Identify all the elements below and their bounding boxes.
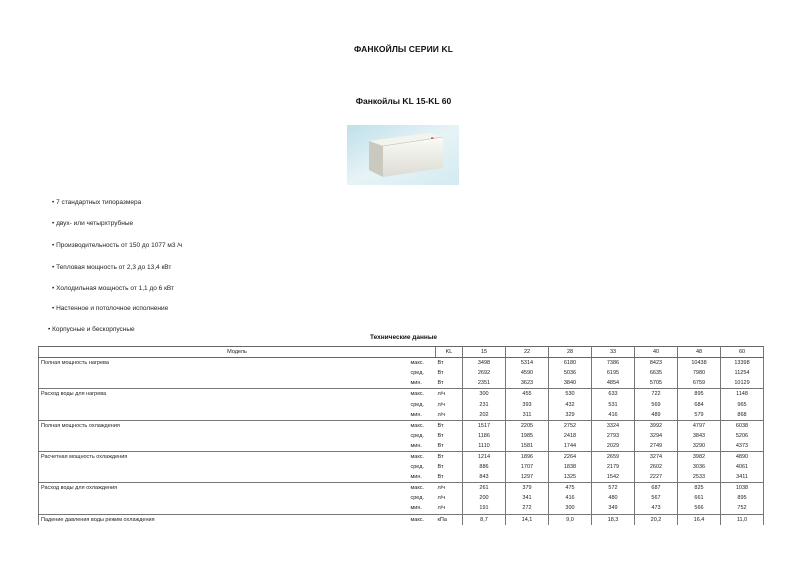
table-row [39,451,764,462]
parameter-name [39,503,409,514]
value-cell: 895 [678,389,721,400]
parameter-name [39,493,409,503]
value-cell: 2351 [463,378,506,389]
table-row [39,410,764,421]
value-cell: 569 [635,399,678,409]
feature-item: • Настенное и потолочное исполнение [52,305,169,312]
value-cell: 329 [549,410,592,421]
section-subtitle: Фанкойлы KL 15-KL 60 [355,96,452,106]
value-cell: 1325 [549,472,592,483]
value-cell: 2793 [592,431,635,441]
model-column-header: 60 [721,347,764,358]
value-cell: 2602 [635,462,678,472]
parameter-name [39,410,409,421]
value-cell: 7386 [592,358,635,369]
value-cell: 13398 [721,358,764,369]
value-cell: 1707 [506,462,549,472]
parameter-name [39,399,409,409]
feature-item: • двух- или четырхтрубные [52,220,134,227]
model-header: Модель [39,347,436,358]
page-title: ФАНКОЙЛЫ СЕРИИ KL [354,44,453,54]
value-cell: 2659 [592,451,635,462]
table-row [39,503,764,514]
value-cell: 3498 [463,358,506,369]
model-column-header: 33 [592,347,635,358]
value-cell: 393 [506,399,549,409]
value-cell: 1038 [721,483,764,494]
parameter-name [39,441,409,452]
value-cell: 5705 [635,378,678,389]
value-cell: 661 [678,493,721,503]
unit-label: Вт [436,451,463,462]
value-cell: 3324 [592,420,635,431]
parameter-name [39,472,409,483]
value-cell: 5314 [506,358,549,369]
value-cell: 1838 [549,462,592,472]
value-cell: 3274 [635,451,678,462]
value-cell: 4854 [592,378,635,389]
value-cell: 432 [549,399,592,409]
table-row [39,399,764,409]
value-cell: 2749 [635,441,678,452]
level-label: мин. [410,505,422,512]
value-cell: 6635 [635,368,678,378]
model-column-header: 48 [678,347,721,358]
parameter-name [39,431,409,441]
parameter-name [39,462,409,472]
level-label: макс. [409,358,436,369]
value-cell: 231 [463,399,506,409]
value-cell: 3982 [678,451,721,462]
value-cell: 1517 [463,420,506,431]
value-cell: 1148 [721,389,764,400]
level-label: макс. [409,389,436,400]
value-cell: 16,4 [678,514,721,525]
value-cell: 7980 [678,368,721,378]
value-cell: 202 [463,410,506,421]
value-cell: 4590 [506,368,549,378]
value-cell: 2752 [549,420,592,431]
value-cell: 5036 [549,368,592,378]
value-cell: 752 [721,503,764,514]
value-cell: 379 [506,483,549,494]
level-label: макс. [409,451,436,462]
value-cell: 531 [592,399,635,409]
value-cell: 14,1 [506,514,549,525]
unit-label: кПа [436,514,463,525]
value-cell: 684 [678,399,721,409]
value-cell: 567 [635,493,678,503]
unit-label: л/ч [436,493,463,503]
value-cell: 965 [721,399,764,409]
value-cell: 1581 [506,441,549,452]
value-cell: 11254 [721,368,764,378]
value-cell: 5206 [721,431,764,441]
parameter-name: Расход воды для нагрева [39,389,409,400]
unit-label: Вт [436,462,463,472]
level-label: сред. [410,432,424,439]
unit-label: Вт [436,368,463,378]
value-cell: 572 [592,483,635,494]
value-cell: 200 [463,493,506,503]
value-cell: 261 [463,483,506,494]
table-row [39,493,764,503]
table-row [39,462,764,472]
value-cell: 10438 [678,358,721,369]
value-cell: 473 [635,503,678,514]
value-cell: 191 [463,503,506,514]
value-cell: 687 [635,483,678,494]
value-cell: 480 [592,493,635,503]
unit-label: л/ч [436,389,463,400]
unit-label: Вт [436,420,463,431]
table-row [39,431,764,441]
value-cell: 2264 [549,451,592,462]
value-cell: 2227 [635,472,678,483]
parameter-name: Полная мощность нагрева [39,358,409,369]
value-cell: 300 [463,389,506,400]
value-cell: 3843 [678,431,721,441]
feature-item: • Холодильная мощность от 1,1 до 6 кВт [52,285,175,292]
unit-label: Вт [436,358,463,369]
value-cell: 6195 [592,368,635,378]
feature-item: • 7 стандартных типоразмера [52,199,142,206]
value-cell: 1297 [506,472,549,483]
parameter-name [39,378,409,389]
kl-header: KL [436,347,463,358]
value-cell: 489 [635,410,678,421]
table-row [39,514,764,525]
value-cell: 3840 [549,378,592,389]
model-column-header: 22 [506,347,549,358]
value-cell: 416 [549,493,592,503]
value-cell: 4061 [721,462,764,472]
level-label: сред. [410,464,424,471]
level-label: мин. [410,380,422,387]
value-cell: 10129 [721,378,764,389]
value-cell: 825 [678,483,721,494]
table-row [39,368,764,378]
value-cell: 9,0 [549,514,592,525]
value-cell: 20,2 [635,514,678,525]
value-cell: 1744 [549,441,592,452]
level-label: сред. [410,401,424,408]
value-cell: 1214 [463,451,506,462]
model-column-header: 40 [635,347,678,358]
value-cell: 1896 [506,451,549,462]
value-cell: 2418 [549,431,592,441]
model-column-header: 15 [463,347,506,358]
parameter-name: Падение давления воды режим охлаждения [39,514,409,525]
value-cell: 843 [463,472,506,483]
value-cell: 2205 [506,420,549,431]
model-column-header: 28 [549,347,592,358]
value-cell: 3036 [678,462,721,472]
parameter-name: Расход воды для охлаждения [39,483,409,494]
table-header-row [39,347,764,358]
value-cell: 579 [678,410,721,421]
value-cell: 311 [506,410,549,421]
level-label: мин. [410,474,422,481]
value-cell: 2533 [678,472,721,483]
unit-label: л/ч [436,483,463,494]
table-row [39,472,764,483]
parameter-name: Полная мощность охлаждения [39,420,409,431]
unit-label: Вт [436,472,463,483]
value-cell: 1186 [463,431,506,441]
value-cell: 3294 [635,431,678,441]
level-label: сред. [410,370,424,377]
value-cell: 6038 [721,420,764,431]
table-row [39,441,764,452]
value-cell: 2029 [592,441,635,452]
unit-label: л/ч [436,503,463,514]
specs-heading: Технические данные [369,334,438,341]
table-row [39,378,764,389]
value-cell: 722 [635,389,678,400]
value-cell: 349 [592,503,635,514]
value-cell: 1110 [463,441,506,452]
table-row [39,389,764,400]
feature-item: • Корпусные и бескорпусные [48,326,135,333]
value-cell: 886 [463,462,506,472]
level-label: сред. [410,495,424,502]
level-label: макс. [409,514,436,525]
value-cell: 2179 [592,462,635,472]
value-cell: 566 [678,503,721,514]
value-cell: 3992 [635,420,678,431]
level-label: мин. [410,442,422,449]
unit-label: Вт [436,431,463,441]
specs-table [38,346,764,525]
value-cell: 272 [506,503,549,514]
level-label: макс. [409,483,436,494]
value-cell: 868 [721,410,764,421]
value-cell: 11,0 [721,514,764,525]
value-cell: 8,7 [463,514,506,525]
value-cell: 6759 [678,378,721,389]
value-cell: 416 [592,410,635,421]
value-cell: 3623 [506,378,549,389]
value-cell: 300 [549,503,592,514]
parameter-name [39,368,409,378]
value-cell: 475 [549,483,592,494]
value-cell: 8423 [635,358,678,369]
value-cell: 1985 [506,431,549,441]
table-row [39,420,764,431]
value-cell: 341 [506,493,549,503]
value-cell: 895 [721,493,764,503]
feature-item: • Производительность от 150 до 1077 м3 /ч [52,242,183,249]
parameter-name: Расчетная мощность охлаждения [39,451,409,462]
level-label: мин. [410,411,422,418]
value-cell: 4797 [678,420,721,431]
value-cell: 455 [506,389,549,400]
value-cell: 3411 [721,472,764,483]
unit-label: л/ч [436,399,463,409]
fan-coil-unit-photo [347,125,459,185]
value-cell: 2692 [463,368,506,378]
value-cell: 4373 [721,441,764,452]
unit-label: л/ч [436,410,463,421]
unit-label: Вт [436,441,463,452]
value-cell: 4890 [721,451,764,462]
unit-label: Вт [436,378,463,389]
table-row [39,358,764,369]
value-cell: 1542 [592,472,635,483]
value-cell: 530 [549,389,592,400]
value-cell: 3290 [678,441,721,452]
value-cell: 18,3 [592,514,635,525]
value-cell: 6180 [549,358,592,369]
feature-item: • Тепловая мощность от 2,3 до 13,4 кВт [52,264,172,271]
level-label: макс. [409,420,436,431]
value-cell: 633 [592,389,635,400]
table-row [39,483,764,494]
